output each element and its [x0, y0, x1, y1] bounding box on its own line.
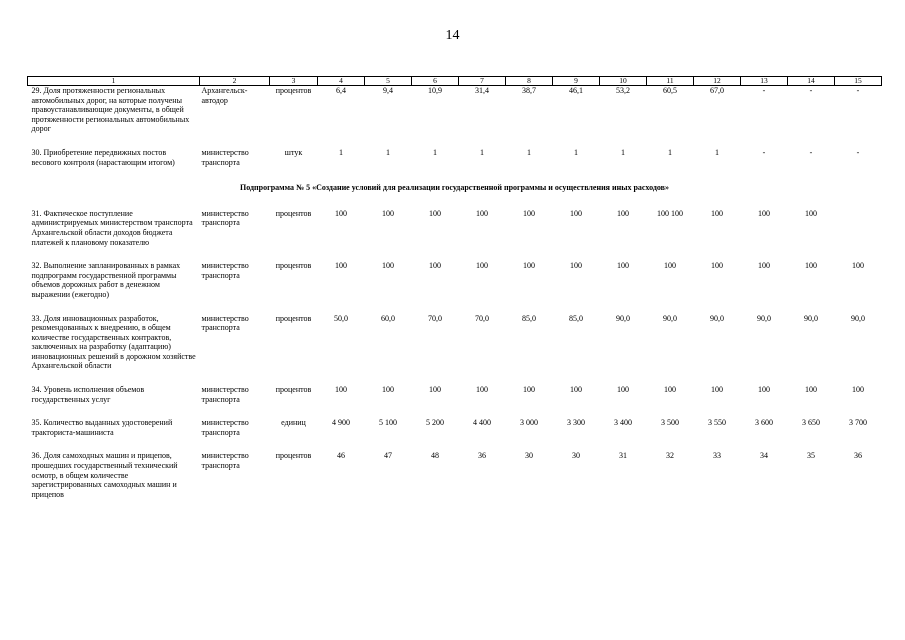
- value-cell: 3 550: [708, 418, 726, 428]
- value-cell: 100: [523, 261, 535, 271]
- value-cell: 31: [619, 451, 627, 461]
- column-header: 1: [28, 77, 200, 86]
- responsible-org: министерство транспорта: [201, 313, 249, 333]
- value-cell: 47: [384, 451, 392, 461]
- value-cell: 35: [807, 451, 815, 461]
- column-header: 2: [200, 77, 270, 86]
- indicator-name: 34. Уровень исполнения объемов государственных услуг: [31, 385, 145, 404]
- value-cell: 100: [852, 385, 864, 395]
- value-cell: 4 400: [473, 418, 491, 428]
- value-cell: 100: [523, 208, 535, 218]
- column-header: 13: [741, 77, 788, 86]
- unit: единиц: [281, 418, 306, 428]
- page-number: 14: [445, 28, 460, 43]
- value-cell: 3 500: [661, 418, 679, 428]
- table-row: [28, 86, 882, 134]
- column-header: 4: [318, 77, 365, 86]
- value-cell: 90,0: [616, 313, 630, 323]
- value-cell: 3 400: [614, 418, 632, 428]
- value-cell: 100: [382, 261, 394, 271]
- unit: процентов: [275, 385, 312, 395]
- value-cell: 1: [386, 147, 390, 157]
- value-cell: 85,0: [522, 313, 536, 323]
- table-row: [28, 385, 882, 404]
- value-cell: 100: [570, 261, 582, 271]
- value-cell: 85,0: [569, 313, 583, 323]
- value-cell: 100: [429, 208, 441, 218]
- value-cell: 1: [668, 147, 672, 157]
- value-cell: 10,9: [428, 86, 442, 95]
- value-cell: 46,1: [569, 86, 583, 95]
- row-spacer: [28, 167, 882, 181]
- responsible-org: министерство транспорта: [201, 208, 249, 228]
- value-cell: 3 700: [849, 418, 867, 428]
- value-cell: 100: [570, 208, 582, 218]
- unit: процентов: [275, 313, 312, 323]
- value-cell: 4 900: [332, 418, 350, 428]
- value-cell: 90,0: [804, 313, 818, 323]
- row-spacer: [28, 437, 882, 451]
- unit: процентов: [275, 86, 312, 95]
- value-cell: 100: [852, 261, 864, 271]
- subprogram-row: [28, 181, 882, 195]
- value-cell: 100: [664, 261, 676, 271]
- column-header: 15: [835, 77, 882, 86]
- row-spacer: [28, 247, 882, 261]
- value-cell: [835, 209, 882, 247]
- value-cell: 36: [478, 451, 486, 461]
- value-cell: 3 000: [520, 418, 538, 428]
- indicator-name: 29. Доля протяженности региональных автомобильных дорог, на которые получены правоустанавливающие документы, в общей протяженности региональных автомобильных дорог: [31, 86, 190, 134]
- value-cell: 100: [758, 385, 770, 395]
- value-cell: 1: [527, 147, 531, 157]
- value-cell: 100: [805, 208, 817, 218]
- value-cell: 90,0: [851, 313, 865, 323]
- column-header: 8: [506, 77, 553, 86]
- value-cell: 100: [617, 208, 629, 218]
- table-row: [28, 314, 882, 372]
- value-cell: 100: [758, 208, 770, 218]
- value-cell: 30: [572, 451, 580, 461]
- row-spacer: [28, 300, 882, 314]
- value-cell: 100: [476, 208, 488, 218]
- responsible-org: Архангельск-автодор: [201, 86, 248, 105]
- column-header: 3: [270, 77, 318, 86]
- value-cell: 100: [805, 261, 817, 271]
- value-cell: 3 650: [802, 418, 820, 428]
- indicator-name: 31. Фактическое поступление администрируемых министерством транспорта Архангельской области доходов бюджета платежей к плановому показателю: [31, 208, 193, 247]
- table-row: [28, 148, 882, 167]
- responsible-org: министерство транспорта: [201, 261, 249, 280]
- value-cell: 36: [854, 451, 862, 461]
- value-cell: 100: [382, 208, 394, 218]
- value-cell: 33: [713, 451, 721, 461]
- value-cell: 100: [335, 208, 347, 218]
- subprogram-title: Подпрограмма № 5 «Создание условий для реализации государственной программы и осуществления иных расходов»: [240, 183, 669, 193]
- value-cell: 9,4: [383, 86, 393, 95]
- table-row: [28, 209, 882, 247]
- value-cell: 100: [617, 261, 629, 271]
- column-header: 7: [459, 77, 506, 86]
- value-cell: 100: [570, 385, 582, 395]
- value-cell: 100: [429, 385, 441, 395]
- column-header: 11: [647, 77, 694, 86]
- value-cell: 3 300: [567, 418, 585, 428]
- value-cell: 90,0: [663, 313, 677, 323]
- value-cell: 100: [711, 208, 723, 218]
- value-cell: -: [762, 86, 766, 95]
- value-cell: 60,0: [381, 313, 395, 323]
- column-header: 14: [788, 77, 835, 86]
- value-cell: 100: [664, 385, 676, 395]
- value-cell: 5 100: [379, 418, 397, 428]
- value-cell: 100: [523, 385, 535, 395]
- value-cell: 1: [574, 147, 578, 157]
- value-cell: 48: [431, 451, 439, 461]
- unit: штук: [284, 147, 303, 157]
- value-cell: 1: [339, 147, 343, 157]
- value-cell: 46: [337, 451, 345, 461]
- value-cell: 100: [335, 385, 347, 395]
- indicators-table: [27, 76, 882, 499]
- value-cell: 100: [617, 385, 629, 395]
- row-spacer: [28, 134, 882, 148]
- value-cell: 70,0: [428, 313, 442, 323]
- row-spacer: [28, 371, 882, 385]
- value-cell: 1: [621, 147, 625, 157]
- unit: процентов: [275, 208, 312, 218]
- column-header: 6: [412, 77, 459, 86]
- column-header: 9: [553, 77, 600, 86]
- value-cell: 100: [382, 385, 394, 395]
- responsible-org: министерство транспорта: [201, 418, 249, 437]
- indicator-name: 35. Количество выданных удостоверений тракториста-машиниста: [31, 418, 173, 437]
- value-cell: 31,4: [475, 86, 489, 95]
- value-cell: 100: [476, 261, 488, 271]
- responsible-org: министерство транспорта: [201, 451, 249, 471]
- value-cell: 67,0: [710, 86, 724, 95]
- value-cell: 90,0: [710, 313, 724, 323]
- value-cell: 100: [805, 385, 817, 395]
- value-cell: 90,0: [757, 313, 771, 323]
- value-cell: 3 600: [755, 418, 773, 428]
- table-row: [28, 418, 882, 437]
- value-cell: 34: [760, 451, 768, 461]
- value-cell: 100: [711, 385, 723, 395]
- value-cell: 6,4: [336, 86, 346, 95]
- value-cell: 100: [476, 385, 488, 395]
- value-cell: -: [809, 147, 813, 157]
- value-cell: -: [762, 147, 766, 157]
- indicator-name: 32. Выполнение запланированных в рамках подпрограмм государственной программы объемов дорожных работ в денежном выражении (ежегодно): [31, 261, 181, 299]
- unit: процентов: [275, 261, 312, 271]
- value-cell: 1: [715, 147, 719, 157]
- indicator-name: 30. Приобретение передвижных постов весового контроля (нарастающим итогом): [31, 147, 175, 167]
- value-cell: 5 200: [426, 418, 444, 428]
- value-cell: 50,0: [334, 313, 348, 323]
- indicator-name: 36. Доля самоходных машин и прицепов, прошедших государственный технический осмотр, в общем количестве зарегистрированных самоходных машин и прицепов: [31, 451, 178, 499]
- value-cell: 1: [433, 147, 437, 157]
- value-cell: 38,7: [522, 86, 536, 95]
- value-cell: 100: [429, 261, 441, 271]
- column-header: 12: [694, 77, 741, 86]
- responsible-org: министерство транспорта: [201, 385, 249, 404]
- value-cell: -: [809, 86, 813, 95]
- table-header-row: [28, 77, 882, 86]
- value-cell: -: [856, 86, 860, 95]
- value-cell: 70,0: [475, 313, 489, 323]
- table-row: [28, 261, 882, 299]
- value-cell: 32: [666, 451, 674, 461]
- value-cell: 53,2: [616, 86, 630, 95]
- value-cell: 100: [711, 261, 723, 271]
- value-cell: 100: [335, 261, 347, 271]
- value-cell: -: [856, 147, 860, 157]
- value-cell: 60,5: [663, 86, 677, 95]
- unit: процентов: [275, 451, 312, 461]
- indicator-name: 33. Доля инновационных разработок, рекомендованных к внедрению, в общем количестве государственных контрактов, заключенных на разработку (адаптацию) инновационных решений в дорожном хозяйстве Архангельской области: [31, 313, 196, 371]
- row-spacer: [28, 195, 882, 209]
- column-header: 10: [600, 77, 647, 86]
- row-spacer: [28, 404, 882, 418]
- value-cell: 1: [480, 147, 484, 157]
- responsible-org: министерство транспорта: [201, 147, 249, 167]
- value-cell: 30: [525, 451, 533, 461]
- value-cell: 100: [758, 261, 770, 271]
- table-row: [28, 451, 882, 499]
- value-cell: 100 100: [657, 208, 683, 218]
- column-header: 5: [365, 77, 412, 86]
